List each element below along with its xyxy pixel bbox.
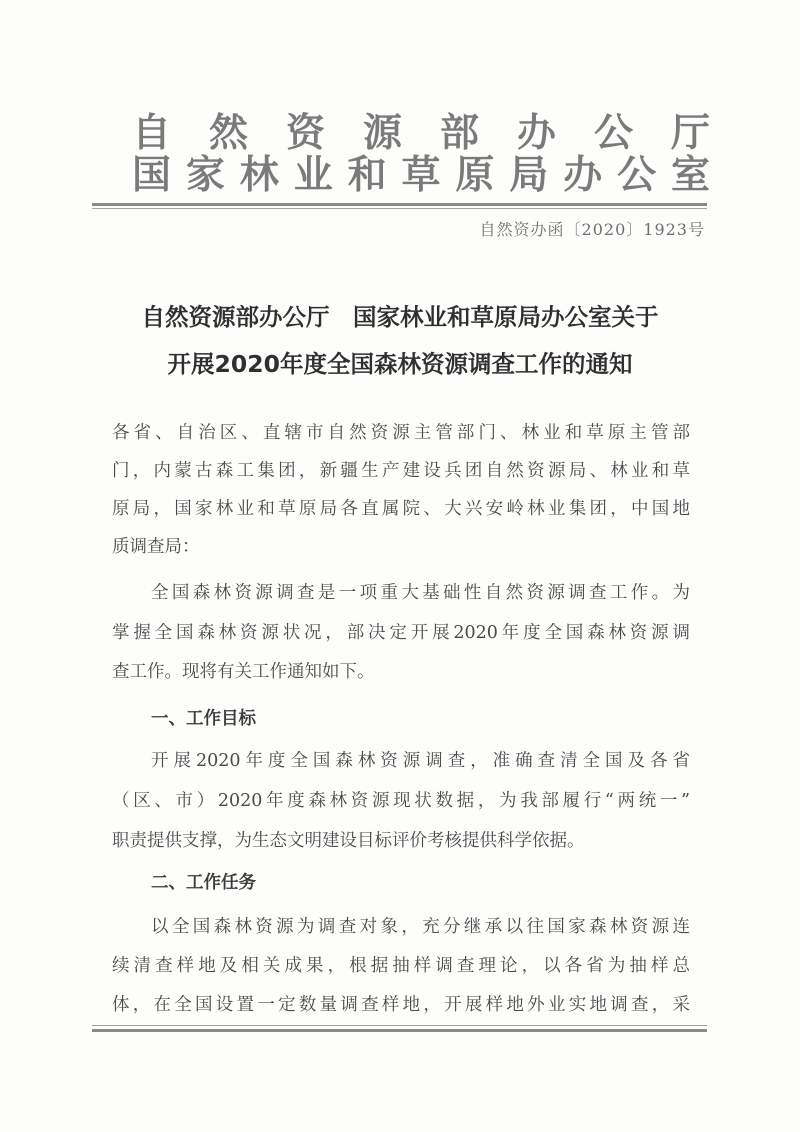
section2-line: 续清查样地及相关成果，根据抽样调查理论，以各省为抽样总 <box>112 956 690 976</box>
footer-rule-thick <box>92 1029 707 1032</box>
intro-line: 掌握全国森林资源状况，部决定开展2020年度全国森林资源调 <box>112 623 690 643</box>
intro-line: 全国森林资源调查是一项重大基础性自然资源调查工作。为 <box>151 583 690 603</box>
section-heading-tasks: 二、工作任务 <box>151 873 256 893</box>
section2-line: 体，在全国设置一定数量调查样地，开展样地外业实地调查，采 <box>112 995 690 1015</box>
document-number: 自然资办函〔2020〕1923号 <box>479 220 705 239</box>
section1-line: （区、市）2020年度森林资源现状数据，为我部履行“两统一” <box>112 791 690 811</box>
intro-line: 查工作。现将有关工作通知如下。 <box>112 662 375 682</box>
footer-rule-thin <box>92 1025 707 1026</box>
addressee-line: 门，内蒙古森工集团，新疆生产建设兵团自然资源局、林业和草 <box>112 461 690 481</box>
letterhead-issuer-2: 国家林业和草原局办公室 <box>132 152 712 198</box>
section1-line: 职责提供支撑，为生态文明建设目标评价考核提供科学依据。 <box>112 831 585 851</box>
document-title-line-1: 自然资源部办公厅 国家林业和草原局办公室关于 <box>141 303 659 331</box>
header-rule-thick <box>92 203 707 206</box>
document-title-line-2: 开展2020年度全国森林资源调查工作的通知 <box>167 350 633 378</box>
section-heading-goal: 一、工作目标 <box>151 709 256 729</box>
addressee-line: 各省、自治区、直辖市自然资源主管部门、林业和草原主管部 <box>112 423 690 443</box>
letterhead-issuer-1: 自然资源部办公厅 <box>132 110 712 156</box>
header-rule-thin <box>92 208 707 209</box>
addressee-line: 原局，国家林业和草原局各直属院、大兴安岭林业集团，中国地 <box>112 499 690 519</box>
section2-line: 以全国森林资源为调查对象，充分继承以往国家森林资源连 <box>151 917 690 937</box>
section1-line: 开展2020年度全国森林资源调查，准确查清全国及各省 <box>151 751 690 771</box>
addressee-line: 质调查局： <box>112 537 200 557</box>
